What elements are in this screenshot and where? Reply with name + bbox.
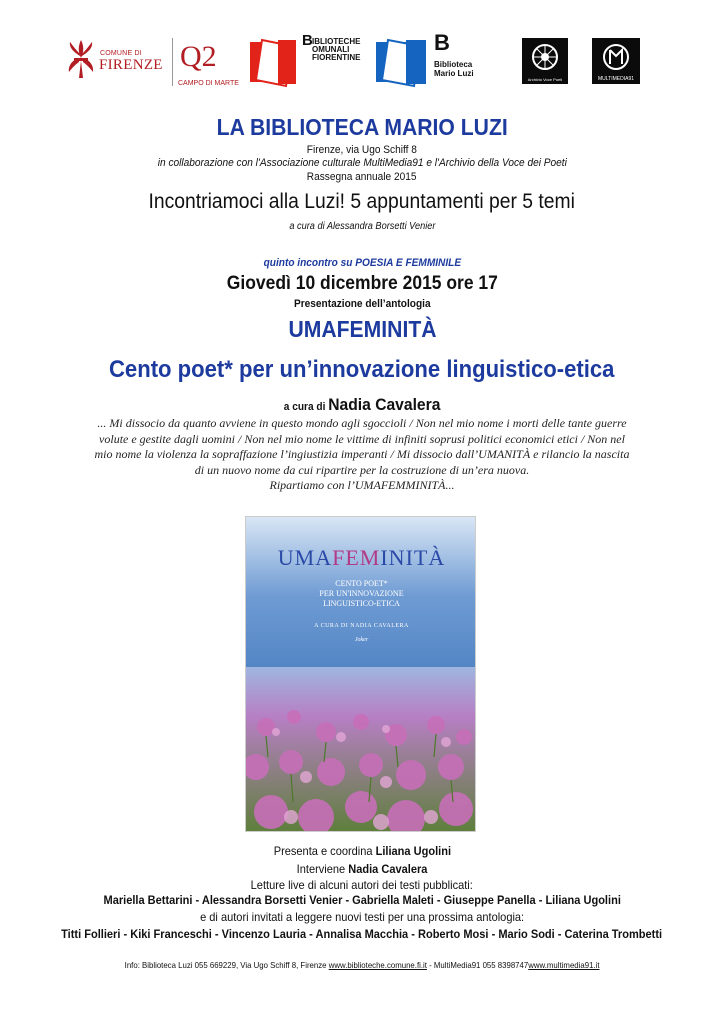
cover-publisher: Joker [354,637,369,643]
florentine-lily-icon [66,38,96,80]
bibcom-line2: OMUNALI [312,45,350,54]
logo-bar [0,30,724,94]
comune-firenze-logo [66,36,172,86]
biblioteche-link[interactable]: www.biblioteche.comune.fi.it [328,960,427,970]
presentation-label: Presentazione dell’antologia [293,298,431,310]
multimedia-link[interactable]: www.multimedia91.it [528,960,600,970]
quote-line: mio nome la violenza la sopraffazione l’ingiustizia imperanti / Mi dissocio dall’UMANITÀ e rilancio la nascita [94,447,630,461]
library-address: Firenze, via Ugo Schiff 8 [306,144,418,156]
bibcom-line1: IBLIOTECHE [312,37,361,46]
luzi-text [434,60,474,78]
wheel-icon [529,42,561,72]
curator-prefix: a cura di [283,401,326,413]
luzi-line2: Mario Luzi [434,69,474,78]
rassegna-line: Rassegna annuale 2015 [307,171,417,183]
archivio-label: Archivio Voce Poeti [527,77,563,82]
cover-subtitle [246,579,476,609]
event-theme: quinto incontro su POESIA E FEMMINILE [263,257,461,269]
cover-subtitle-line: LINGUISTICO-ETICA [323,599,400,608]
book-pages-icon [248,36,300,88]
book-subtitle: Cento poet* per un’innovazione linguistico-etica [109,356,615,383]
presenter-line: Presenta e coordina Liliana Ugolini [273,844,451,858]
luzi-letter: B [434,30,450,55]
logo-divider [172,38,173,86]
luzi-line1: Biblioteca [434,60,473,69]
biblioteche-comunali-logo [248,34,366,90]
cover-curator: A CURA DI NADIA CAVALERA [314,623,409,629]
collaboration-line: in collaborazione con l'Associazione culturale MultiMedia91 e l'Archivio della Voce dei Poeti [157,157,567,169]
book-curator [0,395,724,415]
quote-line: di un nuovo nome da cui ripartire per la costruzione di un’era nuova. [194,462,530,477]
multimedia-label: MULTIMEDIA91 [597,76,635,82]
book-title: UMAFEMINITÀ [287,316,437,342]
bibcom-line3: FIORENTINE [312,53,361,62]
readings-intro: Letture live di alcuni autori dei testi pubblicati: [250,878,474,892]
series-title: Incontriamoci alla Luzi! 5 appuntamenti per 5 temi [148,190,576,213]
book-cover [245,516,476,832]
book-pages-blue-icon [374,36,430,88]
cover-subtitle-line: PER UN'INNOVAZIONE [319,589,404,598]
firenze-comune-label: COMUNE DI [100,50,142,57]
multimedia91-logo [592,38,640,84]
curator-name: Nadia Cavalera [328,395,441,414]
quote-block [26,416,698,494]
quote-line: Ripartiamo con l’UMAFEMMINITÀ... [269,478,455,492]
library-title: LA BIBLIOTECA MARIO LUZI [216,114,508,140]
firenze-name-label: FIRENZE [99,57,163,73]
q2-subtitle: CAMPO DI MARTE [178,80,239,87]
archivio-voce-poeti-logo [522,38,568,84]
speaker-line: Interviene Nadia Cavalera [296,862,428,876]
invited-list: Titti Follieri - Kiki Franceschi - Vincenzo Lauria - Annalisa Macchia - Roberto Mosi - Mario Sodi - Caterina Trombetti [61,927,663,941]
q2-code: Q2 [180,40,217,73]
cover-title: UMAFEMINITÀ [277,545,446,570]
series-curator: a cura di Alessandra Borsetti Venier [288,221,436,232]
quartiere-2-logo [178,36,240,92]
quote-line: volute e gestite dagli uomini / Non nel mio nome le vittime di infiniti soprusi politici economici etici / Non nel [99,431,625,446]
event-date: Giovedì 10 dicembre 2015 ore 17 [226,273,498,294]
bibcom-letter: B [302,32,313,49]
invited-intro: e di autori invitati a leggere nuovi testi per una prossima antologia: [199,910,525,924]
footer-info: Info: Biblioteca Luzi 055 669229, Via Ugo Schiff 8, Firenze www.biblioteche.comune.fi.it - MultiMedia91 055 8398747www.multimedia91.it [124,960,600,970]
presenter-name: Liliana Ugolini [375,844,451,858]
speaker-name: Nadia Cavalera [348,862,428,876]
cover-subtitle-line: CENTO POET* [335,579,388,588]
bibcom-text [312,38,368,62]
biblioteca-luzi-logo [374,30,474,92]
multimedia-mark-icon [600,42,632,72]
quote-line: ... Mi dissocio da quanto avviene in questo mondo agli sgoccioli / Non nel mio nome i morti delle tante guerre [97,416,627,430]
readers-list: Mariella Bettarini - Alessandra Borsetti Venier - Gabriella Maleti - Giuseppe Panella - Liliana Ugolini [103,893,621,907]
